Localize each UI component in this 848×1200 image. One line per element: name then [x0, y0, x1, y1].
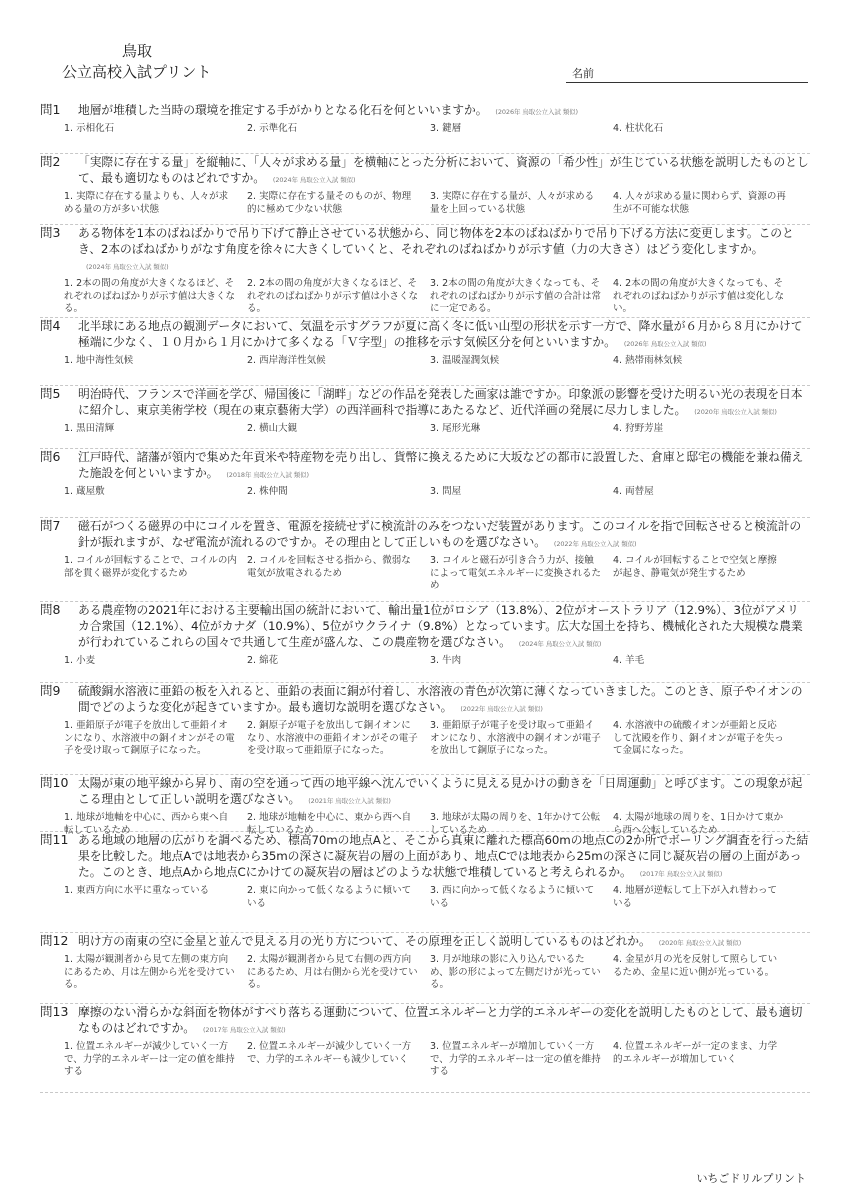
- answer-choice: 3. 亜鉛原子が電子を受け取って亜鉛イオンになり、水溶液中の銅イオンが電子を放出して銅原子になった。: [430, 720, 601, 756]
- question-header: [40, 518, 810, 552]
- answer-choice: 2. コイルを回転させる指から、微弱な電気が放電されるため: [247, 555, 411, 579]
- question-number: 問7: [40, 518, 61, 533]
- question-source: (2022年 鳥取公立入試 類似): [553, 540, 637, 548]
- question-text: [78, 602, 810, 652]
- question-source: (2024年 鳥取公立入試 類似): [272, 176, 356, 184]
- question-block: [40, 102, 810, 154]
- question-list: [40, 102, 810, 1093]
- question-block: [40, 683, 810, 775]
- answer-choice: 1. 亜鉛原子が電子を放出して亜鉛イオンになり、水溶液中の銅イオンがその電子を受け取って銅原子になった。: [64, 720, 235, 756]
- question-source: (2024年 鳥取公立入試 類似): [86, 263, 169, 271]
- answer-choice: 4. 羊毛: [613, 655, 645, 666]
- question-text: [78, 933, 810, 951]
- answer-choice: 2. 株仲間: [247, 486, 288, 497]
- answer-choice: 3. 西に向かって低くなるように傾いている: [430, 885, 595, 909]
- answer-choice: 2. 示準化石: [247, 123, 298, 134]
- answer-choice: 1. 黒田清輝: [64, 423, 115, 434]
- answer-choice: 4. 金星が月の光を反射して照らしているため、金星に近い側が光っている。: [613, 954, 778, 978]
- question-text: [78, 318, 810, 352]
- question-body: 摩擦のない滑らかな斜面を物体がすべり落ちる運動について、位置エネルギーと力学的エネルギーの変化を説明したものとして、最も適切なものはどれですか。: [78, 1005, 803, 1035]
- question-header: [40, 449, 810, 483]
- question-number: 問3: [40, 225, 61, 240]
- footer-brand: いちごドリルプリント: [696, 1172, 806, 1185]
- choice-row: [64, 1041, 810, 1079]
- answer-choice: 4. 水溶液中の硫酸イオンが亜鉛と反応して沈殿を作り、銅イオンが電子を失って金属になった。: [613, 720, 784, 756]
- worksheet-header: [0, 0, 848, 100]
- question-block: [40, 154, 810, 225]
- choice-row: [64, 720, 810, 758]
- question-header: [40, 102, 810, 120]
- answer-choice: 1. コイルが回転することで、コイルの内部を貫く磁界が変化するため: [64, 555, 237, 579]
- answer-choice: 2. 太陽が観測者から見て右側の西方向にあるため、月は右側から光を受けている。: [247, 954, 418, 990]
- answer-choice: 3. 2本の間の角度が大きくなっても、それぞれのばねばかりが示す値の合計は常に一定である。: [430, 278, 602, 314]
- choice-row: [64, 191, 810, 216]
- question-source: (2022年 鳥取公立入試 類似): [460, 705, 543, 713]
- answer-choice: 3. 地球が太陽の周りを、1年かけて公転しているため: [430, 812, 601, 836]
- answer-choice: 4. 狩野芳崖: [613, 423, 664, 434]
- answer-choice: 1. 地中海性気候: [64, 355, 134, 366]
- answer-choice: 4. 人々が求める量に関わらず、資源の再生が不可能な状態: [613, 191, 786, 215]
- answer-choice: 3. コイルと磁石が引き合う力が、接触によって電気エネルギーに変換されるため: [430, 555, 602, 591]
- choice-row: [64, 555, 810, 593]
- answer-choice: 1. 実際に存在する量よりも、人々が求める量の方が多い状態: [64, 191, 229, 215]
- answer-choice: 1. 位置エネルギーが減少していく一方で、力学的エネルギーは一定の値を維持する: [64, 1041, 235, 1077]
- question-block: [40, 449, 810, 518]
- title-worksheet: 公立高校入試プリント: [62, 63, 212, 81]
- answer-choice: 2. 東に向かって低くなるように傾いている: [247, 885, 412, 909]
- question-text: [78, 518, 810, 552]
- answer-choice: 1. 東西方向に水平に重なっている: [64, 885, 210, 896]
- question-header: [40, 683, 810, 717]
- answer-choice: 3. 尾形光琳: [430, 423, 481, 434]
- answer-choice: 2. 地球が地軸を中心に、東から西へ自転しているため: [247, 812, 412, 836]
- answer-choice: 1. 地球が地軸を中心に、西から東へ自転しているため: [64, 812, 229, 836]
- choice-row: [64, 355, 810, 368]
- question-number: 問8: [40, 602, 61, 617]
- answer-choice: 2. 実際に存在する量そのものが、物理的に極めて少ない状態: [247, 191, 412, 215]
- question-header: [40, 154, 810, 188]
- answer-choice: 4. 両替屋: [613, 486, 654, 497]
- answer-choice: 1. 蔵屋敷: [64, 486, 105, 497]
- question-text: [78, 683, 810, 717]
- answer-choice: 4. コイルが回転することで空気と摩擦が起き、静電気が発生するため: [613, 555, 777, 579]
- question-header: [40, 386, 810, 420]
- question-block: [40, 1004, 810, 1093]
- choice-row: [64, 885, 810, 910]
- question-text: [78, 1004, 810, 1038]
- question-body: 磁石がつくる磁界の中にコイルを置き、電源を接続せずに検流計のみをつないだ装置があります。このコイルを指で回転させると検流計の針が振れますが、なぜ電流が流れるのですか。その理由として正しいものを選びなさい。: [78, 519, 802, 549]
- question-text: [78, 102, 810, 120]
- question-block: [40, 386, 810, 449]
- question-number: 問11: [40, 832, 69, 847]
- answer-choice: 2. 綿花: [247, 655, 279, 666]
- question-number: 問5: [40, 386, 61, 401]
- question-text: [78, 775, 810, 809]
- question-text: [78, 449, 810, 483]
- question-body: 地層が堆積した当時の環境を推定する手がかりとなる化石を何といいますか。: [78, 103, 488, 117]
- answer-choice: 1. 太陽が観測者から見て左側の東方向にあるため、月は左側から光を受けている。: [64, 954, 235, 990]
- question-body: 「実際に存在する量」を縦軸に、「人々が求める量」を横軸にとった分析において、資源の「希少性」が生じている状態を説明したものとして、最も適切なものはどれですか。: [78, 155, 809, 185]
- answer-choice: 3. 問屋: [430, 486, 462, 497]
- answer-choice: 3. 位置エネルギーが増加していく一方で、力学的エネルギーは一定の値を維持する: [430, 1041, 601, 1077]
- question-block: [40, 832, 810, 933]
- question-source: (2018年 鳥取公立入試 類似): [226, 471, 309, 479]
- answer-choice: 1. 示相化石: [64, 123, 115, 134]
- answer-choice: 2. 西岸海洋性気候: [247, 355, 326, 366]
- question-body: 明け方の南東の空に金星と並んで見える月の光り方について、その原理を正しく説明しているものはどれか。: [78, 934, 651, 948]
- answer-choice: 3. 温暖湿潤気候: [430, 355, 500, 366]
- answer-choice: 4. 地層が逆転して上下が入れ替わっている: [613, 885, 777, 909]
- choice-row: [64, 655, 810, 668]
- question-number: 問6: [40, 449, 61, 464]
- question-body: ある地域の地層の広がりを調べるため、標高70mの地点Aと、そこから真東に離れた標高60mの地点Cの2か所でボーリング調査を行った結果を比較した。地点Aでは地表から35mの深さに凝灰岩の層の上面があり、地点Cでは地表から25mの深さに同じ凝灰岩の層の上面があった。このとき、地点Aから地点Cにかけての凝灰岩の層はどのような状態で堆積していると考えられるか。: [78, 833, 809, 879]
- question-block: [40, 225, 810, 318]
- question-number: 問12: [40, 933, 69, 948]
- answer-choice: 4. 位置エネルギーが一定のまま、力学的エネルギーが増加していく: [613, 1041, 778, 1065]
- question-source: (2017年 鳥取公立入試 類似): [202, 1026, 286, 1034]
- question-source: (2020年 鳥取公立入試 類似): [658, 939, 742, 947]
- question-block: [40, 933, 810, 1004]
- question-block: [40, 602, 810, 683]
- question-block: [40, 775, 810, 836]
- choice-row: [64, 954, 810, 992]
- question-number: 問2: [40, 154, 61, 169]
- question-header: [40, 775, 810, 809]
- question-body: ある物体を1本のばねばかりで吊り下げて静止させている状態から、同じ物体を2本のばねばかりで吊り下げる方法に変更します。このとき、2本のばねばかりがなす角度を徐々に大きくしていくと、それぞれのばねばかりが示す値（力の大きさ）はどう変化しますか。: [78, 226, 794, 256]
- question-source: (2021年 鳥取公立入試 類似): [308, 797, 391, 805]
- answer-choice: 1. 2本の間の角度が大きくなるほど、それぞれのばねばかりが示す値は大きくなる。: [64, 278, 236, 314]
- question-header: [40, 1004, 810, 1038]
- answer-choice: 3. 実際に存在する量が、人々が求める量を上回っている状態: [430, 191, 595, 215]
- question-text: [78, 832, 810, 882]
- question-body: 江戸時代、諸藩が領内で集めた年貢米や特産物を売り出し、貨幣に換えるために大坂などの都市に設置した、倉庫と邸宅の機能を兼ね備えた施設を何といいますか。: [78, 450, 804, 480]
- question-text: [78, 154, 810, 188]
- answer-choice: 3. 月が地球の影に入り込んでいるため、影の形によって左側だけが光っている。: [430, 954, 601, 990]
- question-body: 北半球にある地点の観測データにおいて、気温を示すグラフが夏に高く冬に低い山型の形状を示す一方で、降水量が６月から８月にかけて極端に少なく、１０月から１月にかけて多くなる「Ｖ字型」の推移を示す気候区分を何といいますか。: [78, 319, 803, 349]
- question-source: (2026年 鳥取公立入試 類似): [623, 340, 707, 348]
- question-source: (2026年 鳥取公立入試 類似): [495, 108, 578, 116]
- answer-choice: 3. 牛肉: [430, 655, 462, 666]
- answer-choice: 3. 鍵層: [430, 123, 462, 134]
- question-source: (2020年 鳥取公立入試 類似): [694, 408, 777, 416]
- question-block: [40, 318, 810, 386]
- answer-choice: 2. 位置エネルギーが減少していく一方で、力学的エネルギーも減少していく: [247, 1041, 412, 1065]
- answer-choice: 4. 太陽が地球の周りを、1日かけて東から西へ公転しているため: [613, 812, 784, 836]
- question-block: [40, 518, 810, 602]
- question-text: [78, 386, 810, 420]
- answer-choice: 4. 2本の間の角度が大きくなっても、それぞれのばねばかりが示す値は変化しない。: [613, 278, 785, 314]
- question-number: 問13: [40, 1004, 69, 1019]
- question-header: [40, 933, 810, 951]
- answer-choice: 2. 2本の間の角度が大きくなるほど、それぞれのばねばかりが示す値は小さくなる。: [247, 278, 419, 314]
- choice-row: [64, 278, 810, 316]
- question-number: 問9: [40, 683, 61, 698]
- answer-choice: 2. 横山大観: [247, 423, 298, 434]
- question-number: 問1: [40, 102, 61, 117]
- question-source: (2017年 鳥取公立入試 類似): [639, 870, 723, 878]
- choice-row: [64, 123, 810, 136]
- question-source: (2024年 鳥取公立入試 類似): [518, 640, 602, 648]
- choice-row: [64, 486, 810, 499]
- question-number: 問10: [40, 775, 69, 790]
- question-body: ある農産物の2021年における主要輸出国の統計において、輸出量1位がロシア（13.8%）、2位がオーストラリア（12.9%）、3位がアメリカ合衆国（12.1%）、4位がカナダ（10.9%）、5位がウクライナ（9.8%）となっています。広大な国土を持ち、機械化された大規模な農業が行われているこれらの国々で共通して生産が盛んな、この農産物を選びなさい。: [78, 603, 803, 649]
- question-header: [40, 225, 810, 275]
- name-label: 名前: [572, 67, 594, 80]
- answer-choice: 4. 熱帯雨林気候: [613, 355, 683, 366]
- answer-choice: 1. 小麦: [64, 655, 96, 666]
- name-underline: [566, 82, 808, 83]
- question-header: [40, 832, 810, 882]
- answer-choice: 4. 柱状化石: [613, 123, 664, 134]
- choice-row: [64, 423, 810, 436]
- question-text: [78, 225, 810, 275]
- question-body: 硫酸銅水溶液に亜鉛の板を入れると、亜鉛の表面に銅が付着し、水溶液の青色が次第に薄くなっていきました。このとき、原子やイオンの間でどのような変化が起きていますか。最も適切な説明を選びなさい。: [78, 684, 803, 714]
- question-header: [40, 602, 810, 652]
- question-number: 問4: [40, 318, 61, 333]
- question-header: [40, 318, 810, 352]
- title-prefecture: 鳥取: [122, 42, 153, 60]
- question-body: 太陽が東の地平線から昇り、南の空を通って西の地平線へ沈んでいくように見える見かけの動きを「日周運動」と呼びます。この現象が起こる理由として正しい説明を選びなさい。: [78, 776, 803, 806]
- question-body: 明治時代、フランスで洋画を学び、帰国後に「湖畔」などの作品を発表した画家は誰ですか。印象派の影響を受けた明るい光の表現を日本に紹介し、東京美術学校（現在の東京藝術大学）の西洋画科で指導にあたるなど、近代洋画の発展に尽力しました。: [78, 387, 803, 417]
- answer-choice: 2. 銅原子が電子を放出して銅イオンになり、水溶液中の亜鉛イオンがその電子を受け取って亜鉛原子になった。: [247, 720, 418, 756]
